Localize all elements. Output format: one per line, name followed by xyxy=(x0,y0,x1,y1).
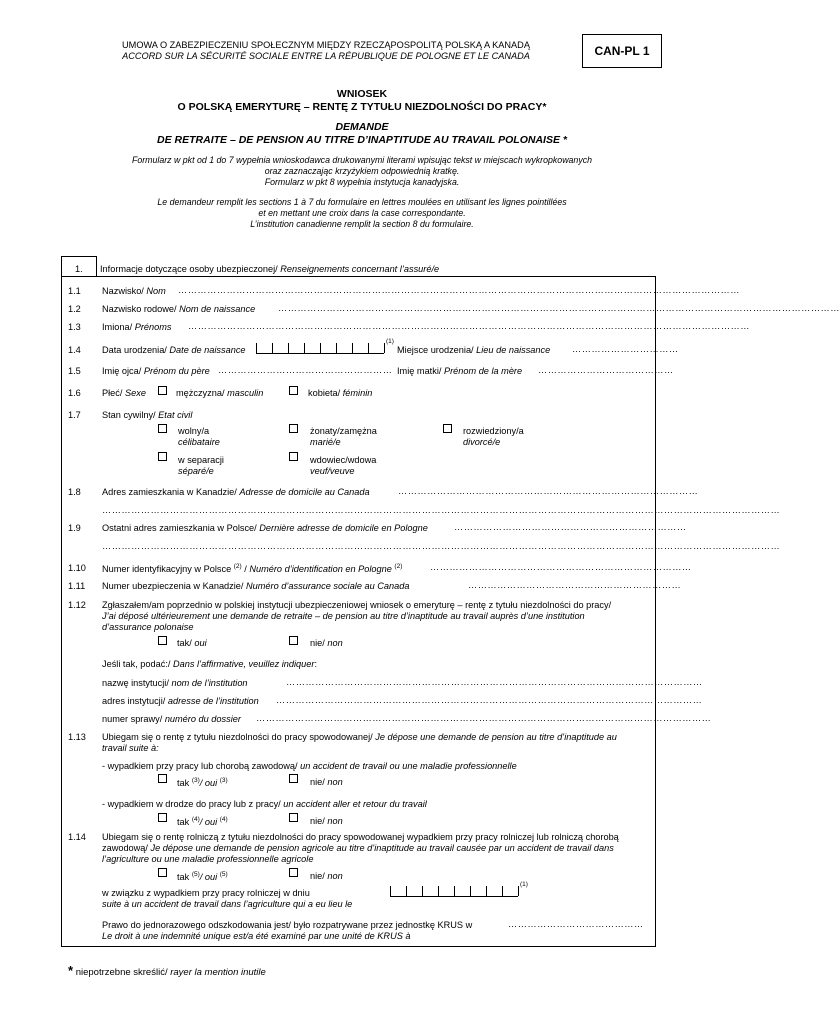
institution-name-label: nazwę instytucji/ nom de l’institution xyxy=(102,678,248,688)
canada-address-field-2[interactable]: ………………………………………………………………………………………………………………………………………………………………………………………… xyxy=(102,505,781,515)
canada-sin-field[interactable]: ………………………………………………………… xyxy=(468,580,682,590)
previous-claim-text-fr-1: J’ai déposé ultérieurement une demande de retraite – de pension au titre d’inaptitude au travail auprès d’une institution xyxy=(102,611,585,621)
farm-accident-date-field[interactable] xyxy=(390,886,518,897)
krus-label-fr: Le droit à une indemnité unique est/a été examiné par une unité de KRUS à xyxy=(102,931,411,941)
previous-claim-yes-checkbox[interactable] xyxy=(158,636,167,645)
institution-address-field[interactable]: …………………………………………………………………………………………………………………… xyxy=(276,695,703,705)
section-number: 1. xyxy=(75,264,83,274)
title-fr-1: DEMANDE xyxy=(335,121,389,133)
farm-accident-date-label-pl: w związku z wypadkiem przy pracy rolniczej w dniu xyxy=(102,888,310,898)
commute-accident-yes-label: tak $^{(4)}$/ oui $^{(4)}$ xyxy=(177,816,228,828)
krus-label-pl: Prawo do jednorazowego odszkodowania jest/ było rozpatrywane przez jednostkę KRUS w xyxy=(102,920,473,930)
previous-claim-no-label: nie/ non xyxy=(310,638,343,648)
field-num: 1.6 xyxy=(68,388,81,398)
field-num: 1.7 xyxy=(68,410,81,420)
marital-married-fr: marié/e xyxy=(310,437,341,447)
marital-married-checkbox[interactable] xyxy=(289,424,298,433)
frame-right xyxy=(655,276,656,946)
marital-single-fr: célibataire xyxy=(178,437,220,447)
field-num: 1.12 xyxy=(68,600,86,610)
work-accident-no-checkbox[interactable] xyxy=(289,774,298,783)
surname-label: Nazwisko/ Nom xyxy=(102,286,166,296)
sex-female-label: kobieta/ féminin xyxy=(308,388,373,398)
marital-widowed-pl: wdowiec/wdowa xyxy=(310,455,377,465)
title-pl-2: O POLSKĄ EMERYTURĘ – RENTĘ Z TYTUŁU NIEZDOLNOŚCI DO PRACY* xyxy=(177,101,547,113)
field-num: 1.4 xyxy=(68,345,81,355)
field-num: 1.14 xyxy=(68,832,86,842)
canada-address-label: Adres zamieszkania w Kanadzie/ Adresse de domicile au Canada xyxy=(102,487,370,497)
sex-male-checkbox[interactable] xyxy=(158,386,167,395)
birth-date-footnote: (1) xyxy=(386,338,394,345)
maiden-name-field[interactable]: ………………………………………………………………………………………………………………………………………………………… xyxy=(278,303,840,313)
commute-accident-label: - wypadkiem w drodze do pracy lub z pracy/ un accident aller et retour du travail xyxy=(102,799,427,809)
institution-address-label: adres instytucji/ adresse de l’institution xyxy=(102,696,259,706)
poland-address-field-2[interactable]: ………………………………………………………………………………………………………………………………………………………………………………………… xyxy=(102,541,781,551)
work-accident-yes-checkbox[interactable] xyxy=(158,774,167,783)
agreement-title-fr: ACCORD SUR LA SÉCURITÉ SOCIALE ENTRE LA RÉPUBLIQUE DE POLOGNE ET LE CANADA xyxy=(122,51,530,61)
father-name-label: Imię ojca/ Prénom du père xyxy=(102,366,210,376)
work-accident-label: - wypadkiem przy pracy lub chorobą zawodową/ un accident de travail ou une maladie professionnelle xyxy=(102,761,517,771)
institution-name-field[interactable]: ………………………………………………………………………………………………………………… xyxy=(286,677,703,687)
sex-female-checkbox[interactable] xyxy=(289,386,298,395)
disability-pension-text-1: Ubiegam się o rentę z tytułu niezdolności do pracy spowodowanej/ Je dépose une demande de pension au titre d’inaptitude au xyxy=(102,732,617,742)
previous-claim-no-checkbox[interactable] xyxy=(289,636,298,645)
section-header-bottom xyxy=(61,276,656,277)
canada-sin-label: Numer ubezpieczenia w Kanadzie/ Numéro d’assurance sociale au Canada xyxy=(102,581,410,591)
canada-address-field[interactable]: ………………………………………………………………………………… xyxy=(398,486,699,496)
field-num: 1.13 xyxy=(68,732,86,742)
instructions-pl-3: Formularz w pkt 8 wypełnia instytucja kanadyjska. xyxy=(264,177,460,187)
work-accident-yes-label: tak $^{(3)}$/ oui $^{(3)}$ xyxy=(177,777,228,789)
marital-separated-checkbox[interactable] xyxy=(158,452,167,461)
case-number-label: numer sprawy/ numéro du dossier xyxy=(102,714,241,724)
sex-label: Płeć/ Sexe xyxy=(102,388,146,398)
section-title: Informacje dotyczące osoby ubezpieczonej/ Renseignements concernant l’assuré/e xyxy=(100,264,440,274)
field-num: 1.10 xyxy=(68,563,86,573)
farm-pension-no-checkbox[interactable] xyxy=(289,868,298,877)
poland-id-label: Numer identyfikacyjny w Polsce $^{(2)}$ / Numéro d’identification en Pologne $^{(2)}$ xyxy=(102,563,403,575)
marital-divorced-fr: divorcé/e xyxy=(463,437,501,447)
field-num: 1.8 xyxy=(68,487,81,497)
mother-name-label: Imię matki/ Prénom de la mère xyxy=(397,366,523,376)
field-num: 1.11 xyxy=(68,581,86,591)
poland-address-label: Ostatni adres zamieszkania w Polsce/ Dernière adresse de domicile en Pologne xyxy=(102,523,428,533)
farm-pension-yes-checkbox[interactable] xyxy=(158,868,167,877)
section-num-top xyxy=(61,256,96,257)
birth-place-field[interactable]: …………………………… xyxy=(572,344,679,354)
frame-bottom xyxy=(61,946,656,947)
previous-claim-yes-label: tak/ oui xyxy=(177,638,207,648)
marital-divorced-checkbox[interactable] xyxy=(443,424,452,433)
instructions-fr-2: et en mettant une croix dans la case correspondante. xyxy=(258,208,466,218)
commute-accident-no-label: nie/ non xyxy=(310,816,343,826)
field-num: 1.1 xyxy=(68,286,81,296)
marital-status-label: Stan cywilny/ Etat civil xyxy=(102,410,193,420)
farm-pension-no-label: nie/ non xyxy=(310,871,343,881)
field-num: 1.3 xyxy=(68,322,81,332)
marital-separated-fr: séparé/e xyxy=(178,466,214,476)
commute-accident-yes-checkbox[interactable] xyxy=(158,813,167,822)
section-num-right xyxy=(96,256,97,276)
case-number-field[interactable]: …………………………………………………………………………………………………………………………… xyxy=(256,713,712,723)
instructions-fr-3: L’institution canadienne remplit la section 8 du formulaire. xyxy=(250,219,474,229)
mother-name-field[interactable]: …………………………………… xyxy=(538,365,674,375)
farm-accident-date-footnote: (1) xyxy=(520,881,528,888)
title-pl-1: WNIOSEK xyxy=(336,88,388,100)
birth-date-field[interactable] xyxy=(256,343,384,354)
sex-male-label: mężczyzna/ masculin xyxy=(176,388,264,398)
first-names-label: Imiona/ Prénoms xyxy=(102,322,172,332)
instructions-pl-1: Formularz w pkt od 1 do 7 wypełnia wnioskodawca drukowanymi literami wpisując tekst w miejscach wykropkowanych xyxy=(131,155,593,165)
footnote: * niepotrzebne skreślić/ rayer la mention inutile xyxy=(68,963,266,978)
father-name-field[interactable]: ……………………………………………… xyxy=(218,365,393,375)
form-code-box xyxy=(582,34,662,68)
maiden-name-label: Nazwisko rodowe/ Nom de naissance xyxy=(102,304,256,314)
marital-single-pl: wolny/a xyxy=(178,426,210,436)
poland-id-field[interactable]: ……………………………………………………………………… xyxy=(430,562,692,572)
marital-separated-pl: w separacji xyxy=(178,455,224,465)
marital-married-pl: żonaty/zamężna xyxy=(310,426,377,436)
birth-date-label: Data urodzenia/ Date de naissance xyxy=(102,345,246,355)
marital-divorced-pl: rozwiedziony/a xyxy=(463,426,524,436)
commute-accident-no-checkbox[interactable] xyxy=(289,813,298,822)
if-yes-label: Jeśli tak, podać:/ Dans l’affirmative, veuillez indiquer: xyxy=(102,659,317,669)
disability-pension-text-2: travail suite à: xyxy=(102,743,159,753)
first-names-field[interactable]: ………………………………………………………………………………………………………………………………………………………… xyxy=(188,321,750,331)
form-code: CAN-PL 1 xyxy=(594,44,650,58)
previous-claim-text-pl: Zgłaszałem/am poprzednio w polskiej instytucji ubezpieczeniowej wniosek o emeryturę – rentę z tytułu niezdolności do pracy/ xyxy=(102,600,612,610)
instructions-pl-2: oraz zaznaczając krzyżykiem odpowiednią kratkę. xyxy=(264,166,460,176)
farm-pension-text-1: Ubiegam się o rentę rolniczą z tytułu niezdolności do pracy spowodowanej wypadkiem przy pracy rolniczej lub rolniczą chorobą xyxy=(102,832,619,842)
farm-pension-text-2: zawodową/ Je dépose une demande de pension agricole au titre d’inaptitude au travail causée par un accident de travail dans xyxy=(102,843,614,853)
agreement-title-pl: UMOWA O ZABEZPIECZENIU SPOŁECZNYM MIĘDZY RZECZĄPOSPOLITĄ POLSKĄ A KANADĄ xyxy=(122,40,530,50)
farm-pension-yes-label: tak $^{(5)}$/ oui $^{(5)}$ xyxy=(177,871,228,883)
field-num: 1.9 xyxy=(68,523,81,533)
work-accident-no-label: nie/ non xyxy=(310,777,343,787)
farm-pension-text-3: l’agriculture ou une maladie professionnelle agricole xyxy=(102,854,314,864)
krus-unit-field[interactable]: …………………………………… xyxy=(508,919,644,929)
farm-accident-date-label-fr: suite à un accident de travail dans l’agriculture qui a eu lieu le xyxy=(102,899,353,909)
title-fr-2: DE RETRAITE – DE PENSION AU TITRE D’INAPTITUDE AU TRAVAIL POLONAISE * xyxy=(157,134,567,146)
poland-address-field[interactable]: ……………………………………………………………… xyxy=(454,522,687,532)
field-num: 1.5 xyxy=(68,366,81,376)
instructions-fr-1: Le demandeur remplit les sections 1 à 7 du formulaire en lettres moulées en utilisant les lignes pointillées xyxy=(157,197,567,207)
birth-place-label: Miejsce urodzenia/ Lieu de naissance xyxy=(397,345,551,355)
previous-claim-text-fr-2: d’assurance polonaise xyxy=(102,622,194,632)
surname-field[interactable]: ………………………………………………………………………………………………………………………………………………………… xyxy=(178,285,740,295)
frame-left xyxy=(61,256,62,946)
marital-widowed-checkbox[interactable] xyxy=(289,452,298,461)
marital-widowed-fr: veuf/veuve xyxy=(310,466,355,476)
field-num: 1.2 xyxy=(68,304,81,314)
marital-single-checkbox[interactable] xyxy=(158,424,167,433)
